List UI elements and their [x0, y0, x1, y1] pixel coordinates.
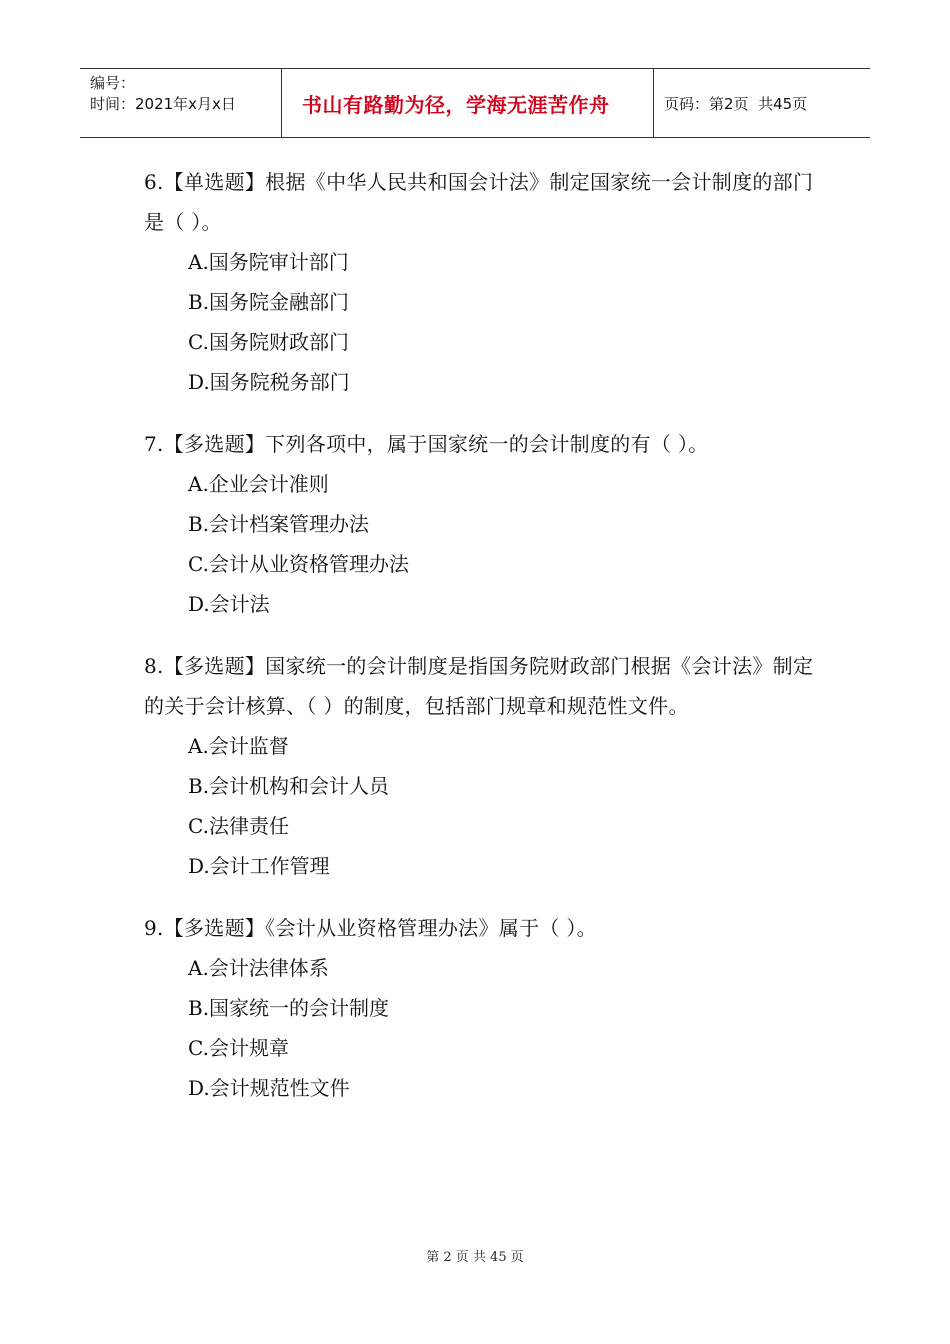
option-c: C.会计从业资格管理办法: [188, 552, 409, 576]
time-label: 时间：2021年x月x日: [90, 95, 236, 113]
option-d: D.国务院税务部门: [188, 370, 350, 394]
question-stem: 8.【多选题】国家统一的会计制度是指国务院财政部门根据《会计法》制定的关于会计核算、（ ）的制度，包括部门规章和规范性文件。: [144, 654, 814, 718]
question-7: [144, 424, 824, 624]
question-9: [144, 908, 824, 1108]
option-d: D.会计法: [188, 592, 270, 616]
option-d: D.会计工作管理: [188, 854, 330, 878]
question-stem: 6.【单选题】根据《中华人民共和国会计法》制定国家统一会计制度的部门是（ ）。: [144, 170, 814, 234]
document-header: [80, 68, 870, 138]
header-motto: [282, 69, 654, 137]
option-c: C.会计规章: [188, 1036, 289, 1060]
page-info-text: 页码：第2页 共45页: [664, 94, 808, 113]
option-b: B.国家统一的会计制度: [188, 996, 390, 1020]
option-a: A.国务院审计部门: [188, 250, 349, 274]
option-a: A.会计法律体系: [188, 956, 329, 980]
motto-text: 书山有路勤为径，学海无涯苦作舟: [302, 92, 610, 117]
option-a: A.企业会计准则: [188, 472, 329, 496]
header-page-info: [654, 69, 870, 137]
option-c: C.法律责任: [188, 814, 289, 838]
header-meta: [80, 69, 282, 137]
question-stem: 9.【多选题】《会计从业资格管理办法》属于（ ）。: [144, 916, 597, 940]
option-b: B.国务院金融部门: [188, 290, 350, 314]
question-list: [144, 162, 824, 1130]
option-c: C.国务院财政部门: [188, 330, 349, 354]
option-b: B.会计档案管理办法: [188, 512, 370, 536]
question-stem: 7.【多选题】下列各项中，属于国家统一的会计制度的有（ ）。: [144, 432, 709, 456]
page-footer: 第 2 页 共 45 页: [426, 1250, 524, 1265]
code-label: 编号：: [90, 74, 136, 92]
question-6: [144, 162, 824, 402]
option-d: D.会计规范性文件: [188, 1076, 350, 1100]
question-8: [144, 646, 824, 886]
option-b: B.会计机构和会计人员: [188, 774, 390, 798]
option-a: A.会计监督: [188, 734, 289, 758]
